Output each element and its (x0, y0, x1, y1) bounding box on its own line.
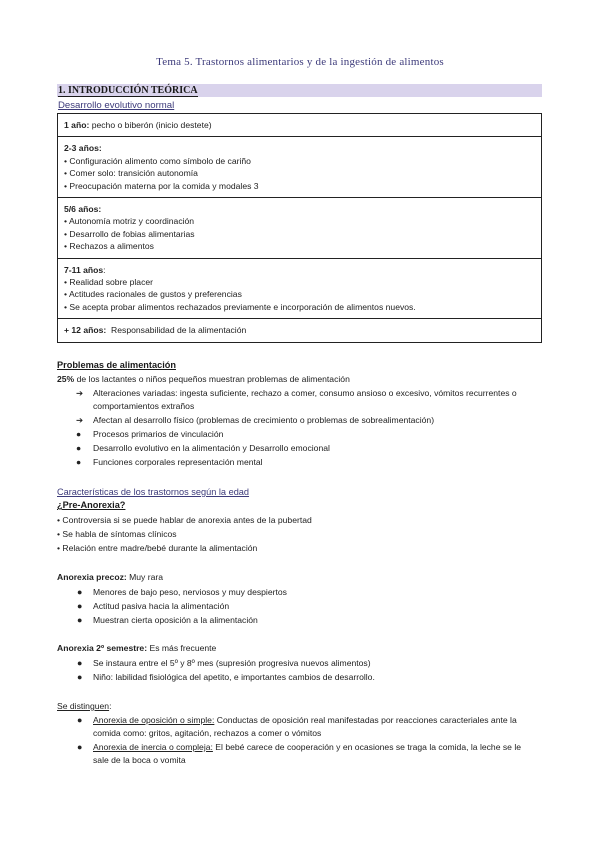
anorexia-semestre: Anorexia 2º semestre: Es más frecuente (57, 643, 217, 653)
bullet-icon: ● (77, 672, 83, 682)
distinguish-list (0, 713, 600, 767)
list-item: ● Se instaura entre el 5º y 8º mes (supresión progresiva nuevos alimentos) (77, 658, 371, 668)
list-item: ● Anorexia de inercia o compleja: El bebé carece de cooperación y en ocasiones se traga la comida, la leche se le (77, 742, 522, 752)
bullet-icon: ● (76, 457, 82, 467)
bullet-icon: ● (77, 658, 83, 668)
list-item: ● Niño: labilidad fisiológica del apetito, e importantes cambios de desarrollo. (77, 672, 375, 682)
list-item: • Se habla de síntomas clínicos (57, 529, 177, 539)
row-label: + 12 años: (64, 325, 107, 336)
list-item: ● Desarrollo evolutivo en la alimentación y Desarrollo emocional (76, 443, 330, 453)
problems-list (0, 386, 600, 469)
list-item: • Se acepta probar alimentos rechazados previamente e incorporación de alimentos nuevos. (64, 301, 416, 312)
list-item-continuation: comportamientos extraños (93, 401, 195, 411)
pre-anorexia-heading: ¿Pre-Anorexia? (57, 500, 126, 510)
list-item: ➔ Alteraciones variadas: ingesta suficiente, rechazo a comer, consumo ansioso o excesivo, vómitos recurrentes o (76, 388, 517, 398)
bullet-icon: • (57, 543, 61, 553)
distinguish-heading: Se distinguen: (57, 701, 112, 711)
bullet-icon: • (64, 168, 68, 179)
bullet-icon: ● (76, 429, 82, 439)
list-item: ➔ Afectan al desarrollo físico (problemas de crecimiento o problemas de sobrealimentación) (76, 415, 435, 425)
section-heading: 1. INTRODUCCIÓN TEÓRICA (58, 85, 198, 96)
development-table (57, 113, 542, 343)
table-row (58, 114, 541, 137)
list-item: • Comer solo: transición autonomía (64, 168, 198, 179)
problems-heading: Problemas de alimentación (57, 360, 176, 370)
table-row (58, 319, 541, 341)
list-item: ● Actitud pasiva hacia la alimentación (77, 601, 230, 611)
arrow-icon: ➔ (76, 388, 84, 398)
list-item: • Rechazos a alimentos (64, 241, 154, 252)
bullet-icon: • (64, 228, 68, 239)
precoz-list (0, 585, 600, 627)
bullet-icon: ● (77, 742, 83, 752)
bullet-icon: ● (77, 715, 83, 725)
row-text: pecho o biberón (inicio destete) (89, 120, 212, 130)
bullet-icon: ● (77, 601, 83, 611)
bullet-icon: • (57, 529, 61, 539)
semestre-list (0, 656, 600, 684)
list-item: • Controversia si se puede hablar de anorexia antes de la pubertad (57, 515, 312, 525)
table-row (58, 137, 541, 198)
anorexia-precoz: Anorexia precoz: Muy rara (57, 572, 164, 582)
characteristics-heading: Características de los trastornos según la edad (57, 487, 250, 497)
list-item: • Desarrollo de fobias alimentarias (64, 228, 195, 239)
row-text: Responsabilidad de la alimentación (106, 325, 247, 336)
list-item-continuation: sale de la boca o vomita (93, 755, 186, 765)
bullet-icon: • (64, 301, 68, 312)
table-row: 7-11 años: • Realidad sobre placer • Actitudes racionales de gustos y preferencias • Se acepta probar alimentos rechazados previamente e incorporación de alimentos nuevos. (58, 259, 541, 320)
list-item-continuation: comida como: gritos, agitación, rechazos a comer o vómitos (93, 728, 322, 738)
table-row (58, 198, 541, 259)
row-label: 1 año: (64, 120, 90, 130)
bullet-icon: • (64, 180, 68, 191)
page-title: Tema 5. Trastornos alimentarios y de la ingestión de alimentos (156, 56, 444, 68)
section-heading-bar (57, 84, 542, 97)
list-item: ● Procesos primarios de vinculación (76, 429, 224, 439)
list-item: ● Muestran cierta oposición a la alimentación (77, 615, 258, 625)
list-item: ● Menores de bajo peso, nerviosos y muy despiertos (77, 587, 287, 597)
bullet-icon: ● (76, 443, 82, 453)
bullet-icon: ● (77, 587, 83, 597)
list-item: • Preocupación materna por la comida y modales 3 (64, 180, 259, 191)
list-item: • Autonomía motriz y coordinación (64, 216, 195, 227)
list-item: • Actitudes racionales de gustos y preferencias (64, 289, 242, 300)
bullet-icon: • (57, 515, 61, 525)
problems-intro: 25% de los lactantes o niños pequeños muestran problemas de alimentación (57, 374, 350, 384)
bullet-icon: • (64, 155, 68, 166)
arrow-icon: ➔ (76, 415, 84, 425)
list-item: ● Funciones corporales representación mental (76, 457, 263, 467)
dev-heading: Desarrollo evolutivo normal (58, 100, 175, 111)
list-item: • Configuración alimento como símbolo de cariño (64, 155, 251, 166)
bullet-icon: • (64, 216, 68, 227)
row-label: 7-11 años (64, 264, 104, 275)
list-item: • Realidad sobre placer (64, 277, 154, 288)
bullet-icon: • (64, 289, 68, 300)
list-item: • Relación entre madre/bebé durante la alimentación (57, 543, 258, 553)
list-item: ● Anorexia de oposición o simple: Conductas de oposición real manifestadas por reacciones caracteriales ante la (77, 715, 517, 725)
bullet-icon: • (64, 241, 68, 252)
row-label: 5/6 años: (64, 204, 102, 215)
bullet-icon: ● (77, 615, 83, 625)
row-label: 2-3 años: (64, 143, 102, 154)
bullet-icon: • (64, 277, 68, 288)
